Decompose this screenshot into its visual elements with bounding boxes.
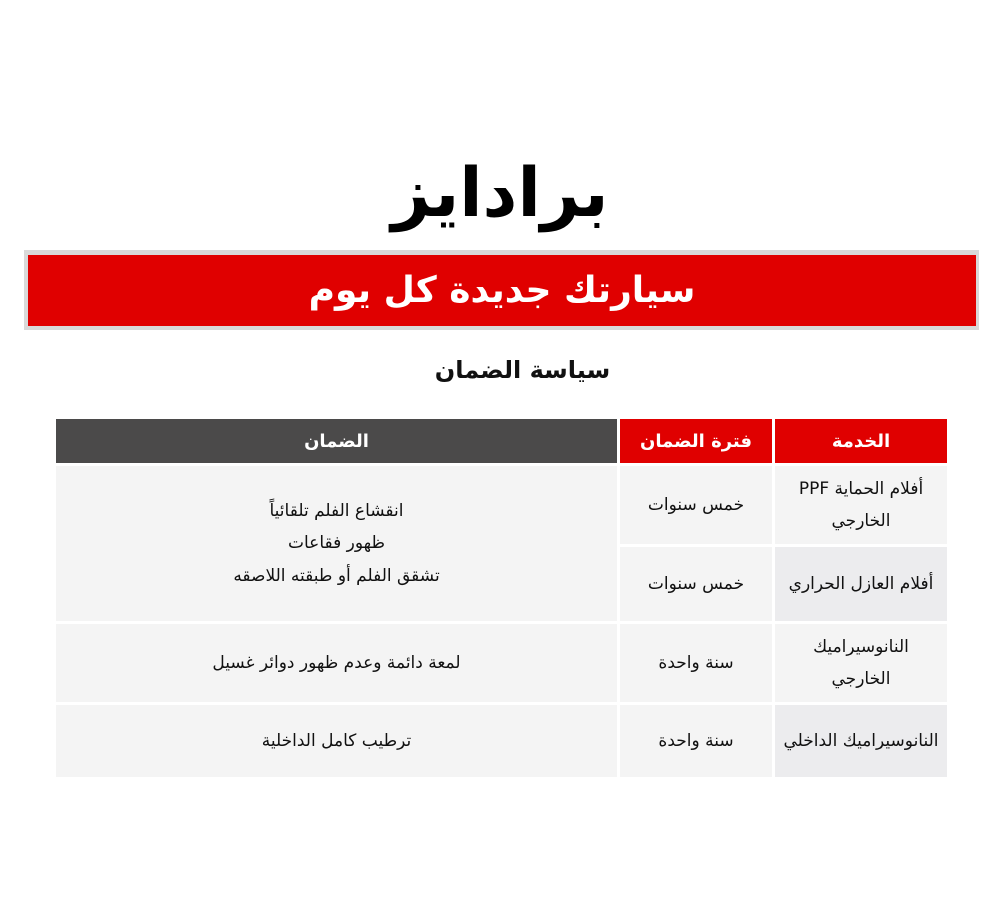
warranty-line: ظهور فقاعات	[288, 533, 385, 554]
warranty-cell: ترطيب كامل الداخلية	[56, 705, 617, 777]
table-row	[56, 466, 947, 544]
warranty-line: تشقق الفلم أو طبقته اللاصقه	[233, 565, 440, 586]
warranty-table	[53, 416, 950, 780]
period-cell: سنة واحدة	[620, 624, 772, 702]
table-header-row	[56, 419, 947, 463]
service-cell: النانوسيراميك الداخلي	[775, 705, 947, 777]
section-title: سياسة الضمان	[434, 356, 611, 384]
warranty-cell: لمعة دائمة وعدم ظهور دوائر غسيل	[56, 624, 617, 702]
period-cell: سنة واحدة	[620, 705, 772, 777]
table-row	[56, 624, 947, 702]
service-cell: النانوسيراميك الخارجي	[775, 624, 947, 702]
header-period: فترة الضمان	[620, 419, 772, 463]
warranty-line: انقشاع الفلم تلقائياً	[269, 501, 404, 522]
service-cell: أفلام العازل الحراري	[775, 547, 947, 621]
warranty-cell	[56, 466, 617, 621]
period-cell: خمس سنوات	[620, 547, 772, 621]
header-warranty: الضمان	[56, 419, 617, 463]
slogan-banner: سيارتك جديدة كل يوم	[28, 255, 976, 326]
brand-name: برادايز	[391, 154, 609, 233]
header-service: الخدمة	[775, 419, 947, 463]
service-cell: أفلام الحماية PPF الخارجي	[775, 466, 947, 544]
table-row	[56, 705, 947, 777]
period-cell: خمس سنوات	[620, 466, 772, 544]
